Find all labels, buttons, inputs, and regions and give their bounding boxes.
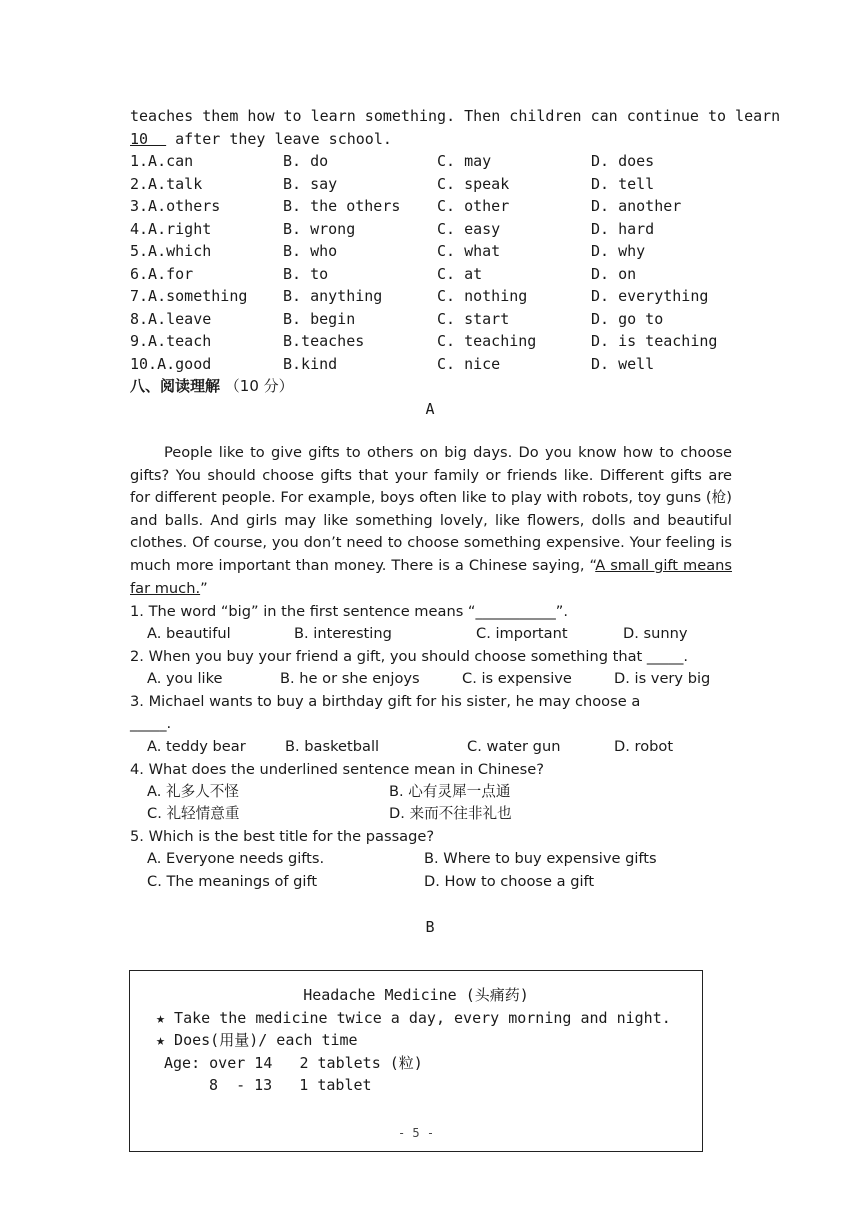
option-row (130, 285, 740, 307)
option-c: C. nothing (437, 287, 528, 305)
section-heading (130, 375, 294, 397)
option-d: D. everything (591, 287, 709, 305)
option-c: C. may (437, 152, 492, 170)
option-d: D. tell (591, 174, 655, 193)
option-d: D. go to (591, 309, 664, 328)
blank-10: 10 (130, 130, 167, 148)
medicine-label-box (129, 970, 703, 1152)
q5-option-c: C. The meanings of gift (147, 873, 318, 890)
option-row (130, 195, 740, 217)
option-b: B. do (283, 152, 329, 170)
q2-option-c: C. is expensive (462, 670, 572, 687)
q5-option-a: A. Everyone needs gifts. (147, 850, 325, 867)
option-b: B. begin (283, 309, 356, 328)
option-row (130, 240, 740, 262)
question-3: 3. Michael wants to buy a birthday gift for his sister, he may choose a (130, 693, 641, 710)
option-d: D. on (591, 264, 637, 283)
option-a: 1.A.can (130, 152, 194, 170)
question-1: 1. The word “big” in the first sentence means “___________”. (130, 603, 568, 620)
option-row (130, 263, 740, 285)
question-3-cont: _____. (130, 715, 172, 732)
cloze-line-2-rest: after they leave school. (166, 130, 392, 148)
page-number: - 5 - (397, 1126, 435, 1140)
option-a: 9.A.teach (130, 332, 212, 350)
option-d: D. well (591, 354, 655, 373)
medicine-line-2: ★ Does(用量)/ each time (156, 1031, 358, 1049)
option-d: D. another (591, 197, 682, 215)
question-2: 2. When you buy your friend a gift, you should choose something that _____. (130, 648, 689, 665)
option-row (130, 218, 740, 240)
option-a: 2.A.talk (130, 174, 203, 193)
option-a: 5.A.which (130, 242, 212, 260)
option-a: 8.A.leave (130, 309, 212, 328)
option-b: B. wrong (283, 219, 356, 238)
medicine-title: Headache Medicine (头痛药) (303, 986, 529, 1004)
option-row (130, 173, 740, 195)
option-c: C. start (437, 309, 510, 328)
option-d: D. does (591, 152, 655, 170)
option-d: D. is teaching (591, 332, 718, 350)
q4-option-d: D. 来而不往非礼也 (389, 805, 512, 822)
dosage-row-adult: Age: over 14 2 tablets (粒) (164, 1054, 423, 1072)
q4-option-c: C. 礼轻情意重 (147, 805, 240, 822)
option-b: B.kind (283, 354, 338, 373)
q1-option-a: A. beautiful (147, 625, 231, 642)
option-row (130, 353, 740, 375)
cloze-line-2 (130, 128, 392, 150)
option-b: B. anything (283, 287, 383, 305)
q5-option-d: D. How to choose a gift (424, 873, 595, 890)
option-d: D. why (591, 242, 646, 260)
underlined-sentence: A small gift means far much. (130, 556, 732, 597)
option-row (130, 150, 740, 172)
q2-option-a: A. you like (147, 670, 223, 687)
passage-a-label: A (425, 400, 435, 418)
q3-option-d: D. robot (614, 738, 674, 755)
option-c: C. at (437, 264, 483, 283)
option-b: B. who (283, 242, 338, 260)
option-b: B. to (283, 264, 329, 283)
option-b: B. the others (283, 197, 401, 215)
passage-b-label: B (425, 918, 435, 936)
option-c: C. what (437, 242, 501, 260)
q3-option-b: B. basketball (285, 738, 380, 755)
option-b: B.teaches (283, 332, 365, 350)
option-row (130, 308, 740, 330)
q2-option-d: D. is very big (614, 670, 711, 687)
q4-option-a: A. 礼多人不怪 (147, 783, 239, 800)
option-c: C. speak (437, 174, 510, 193)
option-a: 7.A.something (130, 287, 248, 305)
q2-option-b: B. he or she enjoys (280, 670, 420, 687)
q1-option-c: C. important (476, 625, 568, 642)
option-a: 4.A.right (130, 219, 212, 238)
q1-option-d: D. sunny (623, 625, 688, 642)
option-a: 3.A.others (130, 197, 221, 215)
dosage-row-child: 8 - 13 1 tablet (209, 1076, 372, 1094)
medicine-line-1: ★ Take the medicine twice a day, every morning and night. (156, 1009, 671, 1027)
option-c: C. teaching (437, 332, 537, 350)
section-score: （10 分） (224, 377, 294, 395)
option-a: 6.A.for (130, 264, 194, 283)
option-a: 10.A.good (130, 354, 212, 373)
passage-text-body: People like to give gifts to others on big days. Do you know how to choose gifts? You should choose gifts that your family or friends like. Different gifts are for different people. For example, boys often like to play with robots, toy guns (枪) and balls. And girls may like something lovely, like flowers, dolls and beautiful clothes. Of course, you don’t need to choose something expensive. Your feeling is much more important than money. There is a Chinese saying, “ (130, 444, 732, 574)
option-d: D. hard (591, 219, 655, 238)
question-4: 4. What does the underlined sentence mean in Chinese? (130, 761, 544, 778)
q3-option-a: A. teddy bear (147, 738, 246, 755)
cloze-line-1: teaches them how to learn something. Then children can continue to learn (130, 107, 781, 125)
option-c: C. easy (437, 219, 501, 238)
question-5: 5. Which is the best title for the passage? (130, 828, 435, 845)
option-row (130, 330, 740, 352)
q5-option-b: B. Where to buy expensive gifts (424, 850, 657, 867)
passage-text-end: ” (200, 579, 208, 597)
option-b: B. say (283, 174, 338, 193)
q4-option-b: B. 心有灵犀一点通 (389, 783, 511, 800)
option-c: C. nice (437, 354, 501, 373)
section-title: 八、阅读理解 (130, 377, 221, 395)
option-c: C. other (437, 197, 510, 215)
q1-option-b: B. interesting (294, 625, 392, 642)
q3-option-c: C. water gun (467, 738, 561, 755)
passage-a-text (130, 442, 732, 600)
